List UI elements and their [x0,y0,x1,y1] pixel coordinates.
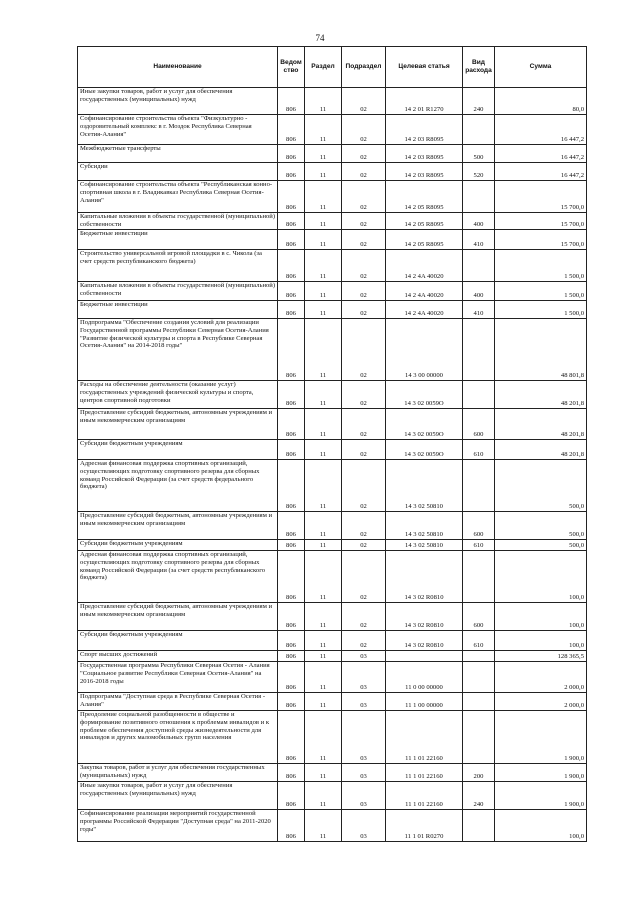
page-number: 74 [315,33,325,43]
cell-sum: 80,0 [495,88,587,115]
table-row [78,711,587,764]
cell-target: 14 2 05 R8095 [386,230,463,250]
table-row [78,693,587,711]
cell-target: 14 3 02 R0810 [386,551,463,603]
cell-name: Государственная программа Республики Северная Осетия - Алания "Социальное развитие Республики Северная Осетия-Алания" на 2016-2018 годы [78,662,278,693]
cell-sum: 15 700,0 [495,181,587,213]
cell-vid [463,381,495,409]
cell-name: Преодоление социальной разобщенности в обществе и формирование позитивного отношения к проблемам инвалидов и к проблеме обеспечения доступной среды жизнедеятельности для инвалидов и других маломобильных групп населения [78,711,278,764]
table-row [78,381,587,409]
cell-razdel: 11 [305,711,342,764]
cell-vid: 600 [463,603,495,631]
cell-sum: 48 201,8 [495,381,587,409]
cell-vid: 520 [463,163,495,181]
table-row [78,230,587,250]
cell-ved: 806 [278,163,305,181]
cell-ved: 806 [278,540,305,551]
cell-ved: 806 [278,145,305,163]
cell-sum: 2 000,0 [495,662,587,693]
cell-vid [463,181,495,213]
cell-name: Расходы на обеспечение деятельности (оказание услуг) государственных учреждений физической культуры и спорта, центров спортивной подготовки [78,381,278,409]
header-podrazdel: Подраздел [342,47,386,88]
cell-vid: 500 [463,145,495,163]
cell-target: 14 2 4A 40020 [386,301,463,319]
cell-podrazdel: 02 [342,603,386,631]
cell-ved: 806 [278,250,305,282]
cell-target: 14 2 03 R8095 [386,115,463,145]
cell-ved: 806 [278,782,305,810]
cell-target: 14 3 02 0059О [386,381,463,409]
cell-name: Субсидии бюджетным учреждениям [78,631,278,651]
cell-ved: 806 [278,282,305,301]
cell-razdel: 11 [305,145,342,163]
header-name: Наименование [78,47,278,88]
cell-target: 11 1 01 22160 [386,782,463,810]
cell-sum: 100,0 [495,631,587,651]
cell-podrazdel: 03 [342,810,386,842]
cell-name: Бюджетные инвестиции [78,301,278,319]
cell-vid [463,551,495,603]
cell-ved: 806 [278,651,305,662]
cell-ved: 806 [278,301,305,319]
cell-ved: 806 [278,662,305,693]
cell-vid: 400 [463,213,495,230]
cell-sum: 100,0 [495,810,587,842]
cell-name: Капитальные вложения в объекты государственной (муниципальной) собственности [78,282,278,301]
cell-razdel: 11 [305,181,342,213]
cell-vid: 600 [463,409,495,440]
cell-sum: 2 000,0 [495,693,587,711]
table-row [78,319,587,381]
cell-ved: 806 [278,551,305,603]
table-row [78,551,587,603]
cell-vid [463,319,495,381]
cell-sum: 1 500,0 [495,301,587,319]
header-ved: Ведом ство [278,47,305,88]
cell-target: 11 1 01 22160 [386,764,463,782]
cell-razdel: 11 [305,250,342,282]
cell-podrazdel: 02 [342,88,386,115]
cell-ved: 806 [278,711,305,764]
cell-sum: 48 201,8 [495,409,587,440]
cell-vid [463,693,495,711]
cell-ved: 806 [278,460,305,512]
cell-name: Спорт высших достижений [78,651,278,662]
cell-razdel: 11 [305,810,342,842]
cell-name: Иные закупки товаров, работ и услуг для обеспечения государственных (муниципальных) нужд [78,782,278,810]
cell-vid: 240 [463,88,495,115]
cell-sum: 1 500,0 [495,282,587,301]
cell-name: Подпрограмма "Доступная среда в Республике Северная Осетия - Алания" [78,693,278,711]
cell-name: Предоставление субсидий бюджетным, автономным учреждениям и иным некоммерческим организациям [78,603,278,631]
cell-name: Иные закупки товаров, работ и услуг для обеспечения государственных (муниципальных) нужд [78,88,278,115]
cell-ved: 806 [278,631,305,651]
cell-razdel: 11 [305,213,342,230]
cell-target: 14 2 4A 40020 [386,250,463,282]
table-row [78,250,587,282]
cell-target: 14 3 02 0059О [386,409,463,440]
cell-sum: 48 201,8 [495,440,587,460]
cell-razdel: 11 [305,651,342,662]
table-body [78,88,587,842]
cell-ved: 806 [278,230,305,250]
cell-name: Предоставление субсидий бюджетным, автономным учреждениям и иным некоммерческим организациям [78,512,278,540]
cell-vid [463,460,495,512]
cell-name: Межбюджетные трансферты [78,145,278,163]
cell-podrazdel: 02 [342,301,386,319]
cell-podrazdel: 02 [342,440,386,460]
cell-name: Субсидии бюджетным учреждениям [78,440,278,460]
table-row [78,512,587,540]
cell-sum: 500,0 [495,460,587,512]
cell-podrazdel: 03 [342,662,386,693]
cell-target: 14 2 01 R1270 [386,88,463,115]
cell-sum: 48 801,8 [495,319,587,381]
cell-target: 14 3 02 50810 [386,512,463,540]
cell-name: Бюджетные инвестиции [78,230,278,250]
cell-podrazdel: 03 [342,782,386,810]
table-row [78,301,587,319]
table-row [78,115,587,145]
cell-name: Субсидии [78,163,278,181]
cell-name: Строительство универсальной игровой площадки в с. Чикола (за счет средств республиканского бюджета) [78,250,278,282]
cell-sum: 1 500,0 [495,250,587,282]
cell-razdel: 11 [305,782,342,810]
cell-target: 14 2 05 R8095 [386,181,463,213]
cell-razdel: 11 [305,115,342,145]
cell-razdel: 11 [305,693,342,711]
cell-ved: 806 [278,810,305,842]
cell-podrazdel: 03 [342,693,386,711]
table-row [78,631,587,651]
cell-target: 14 2 4A 40020 [386,282,463,301]
cell-vid [463,711,495,764]
cell-target: 14 2 03 R8095 [386,163,463,181]
cell-vid: 610 [463,631,495,651]
table-row [78,163,587,181]
cell-podrazdel: 02 [342,512,386,540]
cell-razdel: 11 [305,551,342,603]
cell-vid [463,250,495,282]
cell-sum: 16 447,2 [495,145,587,163]
cell-razdel: 11 [305,282,342,301]
cell-podrazdel: 02 [342,540,386,551]
cell-sum: 15 700,0 [495,230,587,250]
cell-target: 14 2 03 R8095 [386,145,463,163]
cell-ved: 806 [278,764,305,782]
cell-podrazdel: 02 [342,163,386,181]
cell-ved: 806 [278,409,305,440]
cell-target: 14 2 05 R8095 [386,213,463,230]
cell-ved: 806 [278,319,305,381]
cell-podrazdel: 02 [342,250,386,282]
cell-vid: 610 [463,440,495,460]
cell-podrazdel: 02 [342,551,386,603]
cell-target: 14 3 00 00000 [386,319,463,381]
cell-vid: 610 [463,540,495,551]
cell-name: Субсидии бюджетным учреждениям [78,540,278,551]
table-row [78,409,587,440]
cell-sum: 1 900,0 [495,711,587,764]
cell-razdel: 11 [305,764,342,782]
cell-vid: 400 [463,282,495,301]
cell-target: 11 1 00 00000 [386,693,463,711]
cell-podrazdel: 02 [342,319,386,381]
cell-name: Софинансирование строительства объекта "Физкультурно - оздоровительный комплекс в г. Моздок Республика Северная Осетия-Алания" [78,115,278,145]
cell-target: 14 3 02 R0810 [386,603,463,631]
cell-name: Адресная финансовая поддержка спортивных организаций, осуществляющих подготовку спортивного резерва для сборных команд Российской Федерации (за счет средств республиканского бюджета) [78,551,278,603]
cell-ved: 806 [278,440,305,460]
cell-sum: 128 365,5 [495,651,587,662]
cell-podrazdel: 02 [342,460,386,512]
cell-razdel: 11 [305,440,342,460]
cell-razdel: 11 [305,603,342,631]
table-row [78,810,587,842]
cell-razdel: 11 [305,512,342,540]
cell-podrazdel: 02 [342,282,386,301]
cell-sum: 100,0 [495,603,587,631]
table-row [78,662,587,693]
cell-ved: 806 [278,115,305,145]
cell-name: Адресная финансовая поддержка спортивных организаций, осуществляющих подготовку спортивного резерва для сборных команд Российской Федерации (за счет средств федерального бюджета) [78,460,278,512]
table-row [78,764,587,782]
cell-vid [463,810,495,842]
cell-target: 11 0 00 00000 [386,662,463,693]
cell-vid: 410 [463,301,495,319]
budget-table [77,46,587,842]
cell-target: 11 1 01 R0270 [386,810,463,842]
table-row [78,213,587,230]
cell-ved: 806 [278,693,305,711]
cell-name: Закупка товаров, работ и услуг для обеспечения государственных (муниципальных) нужд [78,764,278,782]
cell-razdel: 11 [305,88,342,115]
cell-podrazdel: 02 [342,145,386,163]
cell-razdel: 11 [305,301,342,319]
header-razdel: Раздел [305,47,342,88]
header-vid: Вид расхода [463,47,495,88]
cell-target: 14 3 02 50810 [386,460,463,512]
cell-target: 14 3 02 50810 [386,540,463,551]
cell-podrazdel: 02 [342,631,386,651]
cell-ved: 806 [278,181,305,213]
cell-razdel: 11 [305,662,342,693]
table-row [78,651,587,662]
cell-vid [463,115,495,145]
cell-vid: 600 [463,512,495,540]
cell-vid: 410 [463,230,495,250]
cell-sum: 1 900,0 [495,764,587,782]
cell-ved: 806 [278,88,305,115]
cell-sum: 500,0 [495,540,587,551]
cell-name: Подпрограмма "Обеспечение создания условий для реализации Государственной программы Республики Северная Осетия-Алания "Развитие физической культуры и спорта в Республике Северная Осетия-Алания" на 2014-2018 годы" [78,319,278,381]
cell-podrazdel: 02 [342,230,386,250]
cell-podrazdel: 02 [342,409,386,440]
cell-ved: 806 [278,381,305,409]
table-row [78,282,587,301]
cell-sum: 100,0 [495,551,587,603]
cell-name: Софинансирование реализации мероприятий государственной программы Российской Федерации "Доступная среда" на 2011-2020 годы" [78,810,278,842]
header-target: Целевая статья [386,47,463,88]
table-row [78,540,587,551]
cell-podrazdel: 02 [342,381,386,409]
cell-sum: 1 900,0 [495,782,587,810]
cell-name: Софинансирование строительства объекта "Республиканская конно-спортивная школа в г. Владикавказ Республика Северная Осетия-Алания" [78,181,278,213]
cell-sum: 15 700,0 [495,213,587,230]
cell-razdel: 11 [305,230,342,250]
header-sum: Сумма [495,47,587,88]
table-row [78,460,587,512]
table-row [78,782,587,810]
cell-target: 11 1 01 22160 [386,711,463,764]
cell-podrazdel: 02 [342,213,386,230]
cell-ved: 806 [278,213,305,230]
cell-target: 14 3 02 0059О [386,440,463,460]
cell-razdel: 11 [305,409,342,440]
cell-podrazdel: 02 [342,181,386,213]
cell-sum: 16 447,2 [495,115,587,145]
cell-sum: 16 447,2 [495,163,587,181]
cell-vid: 240 [463,782,495,810]
cell-target: 14 3 02 R0810 [386,631,463,651]
cell-razdel: 11 [305,540,342,551]
cell-razdel: 11 [305,163,342,181]
cell-target [386,651,463,662]
cell-razdel: 11 [305,460,342,512]
table-row [78,603,587,631]
cell-podrazdel: 03 [342,711,386,764]
cell-podrazdel: 03 [342,651,386,662]
cell-name: Капитальные вложения в объекты государственной (муниципальной) собственности [78,213,278,230]
cell-razdel: 11 [305,631,342,651]
table-row [78,440,587,460]
table-row [78,88,587,115]
table-row [78,145,587,163]
cell-name: Предоставление субсидий бюджетным, автономным учреждениям и иным некоммерческим организациям [78,409,278,440]
cell-vid [463,651,495,662]
cell-vid: 200 [463,764,495,782]
cell-podrazdel: 03 [342,764,386,782]
cell-razdel: 11 [305,381,342,409]
cell-razdel: 11 [305,319,342,381]
table-row [78,181,587,213]
cell-ved: 806 [278,603,305,631]
cell-ved: 806 [278,512,305,540]
table-header-row [78,47,587,88]
cell-sum: 500,0 [495,512,587,540]
cell-vid [463,662,495,693]
cell-podrazdel: 02 [342,115,386,145]
